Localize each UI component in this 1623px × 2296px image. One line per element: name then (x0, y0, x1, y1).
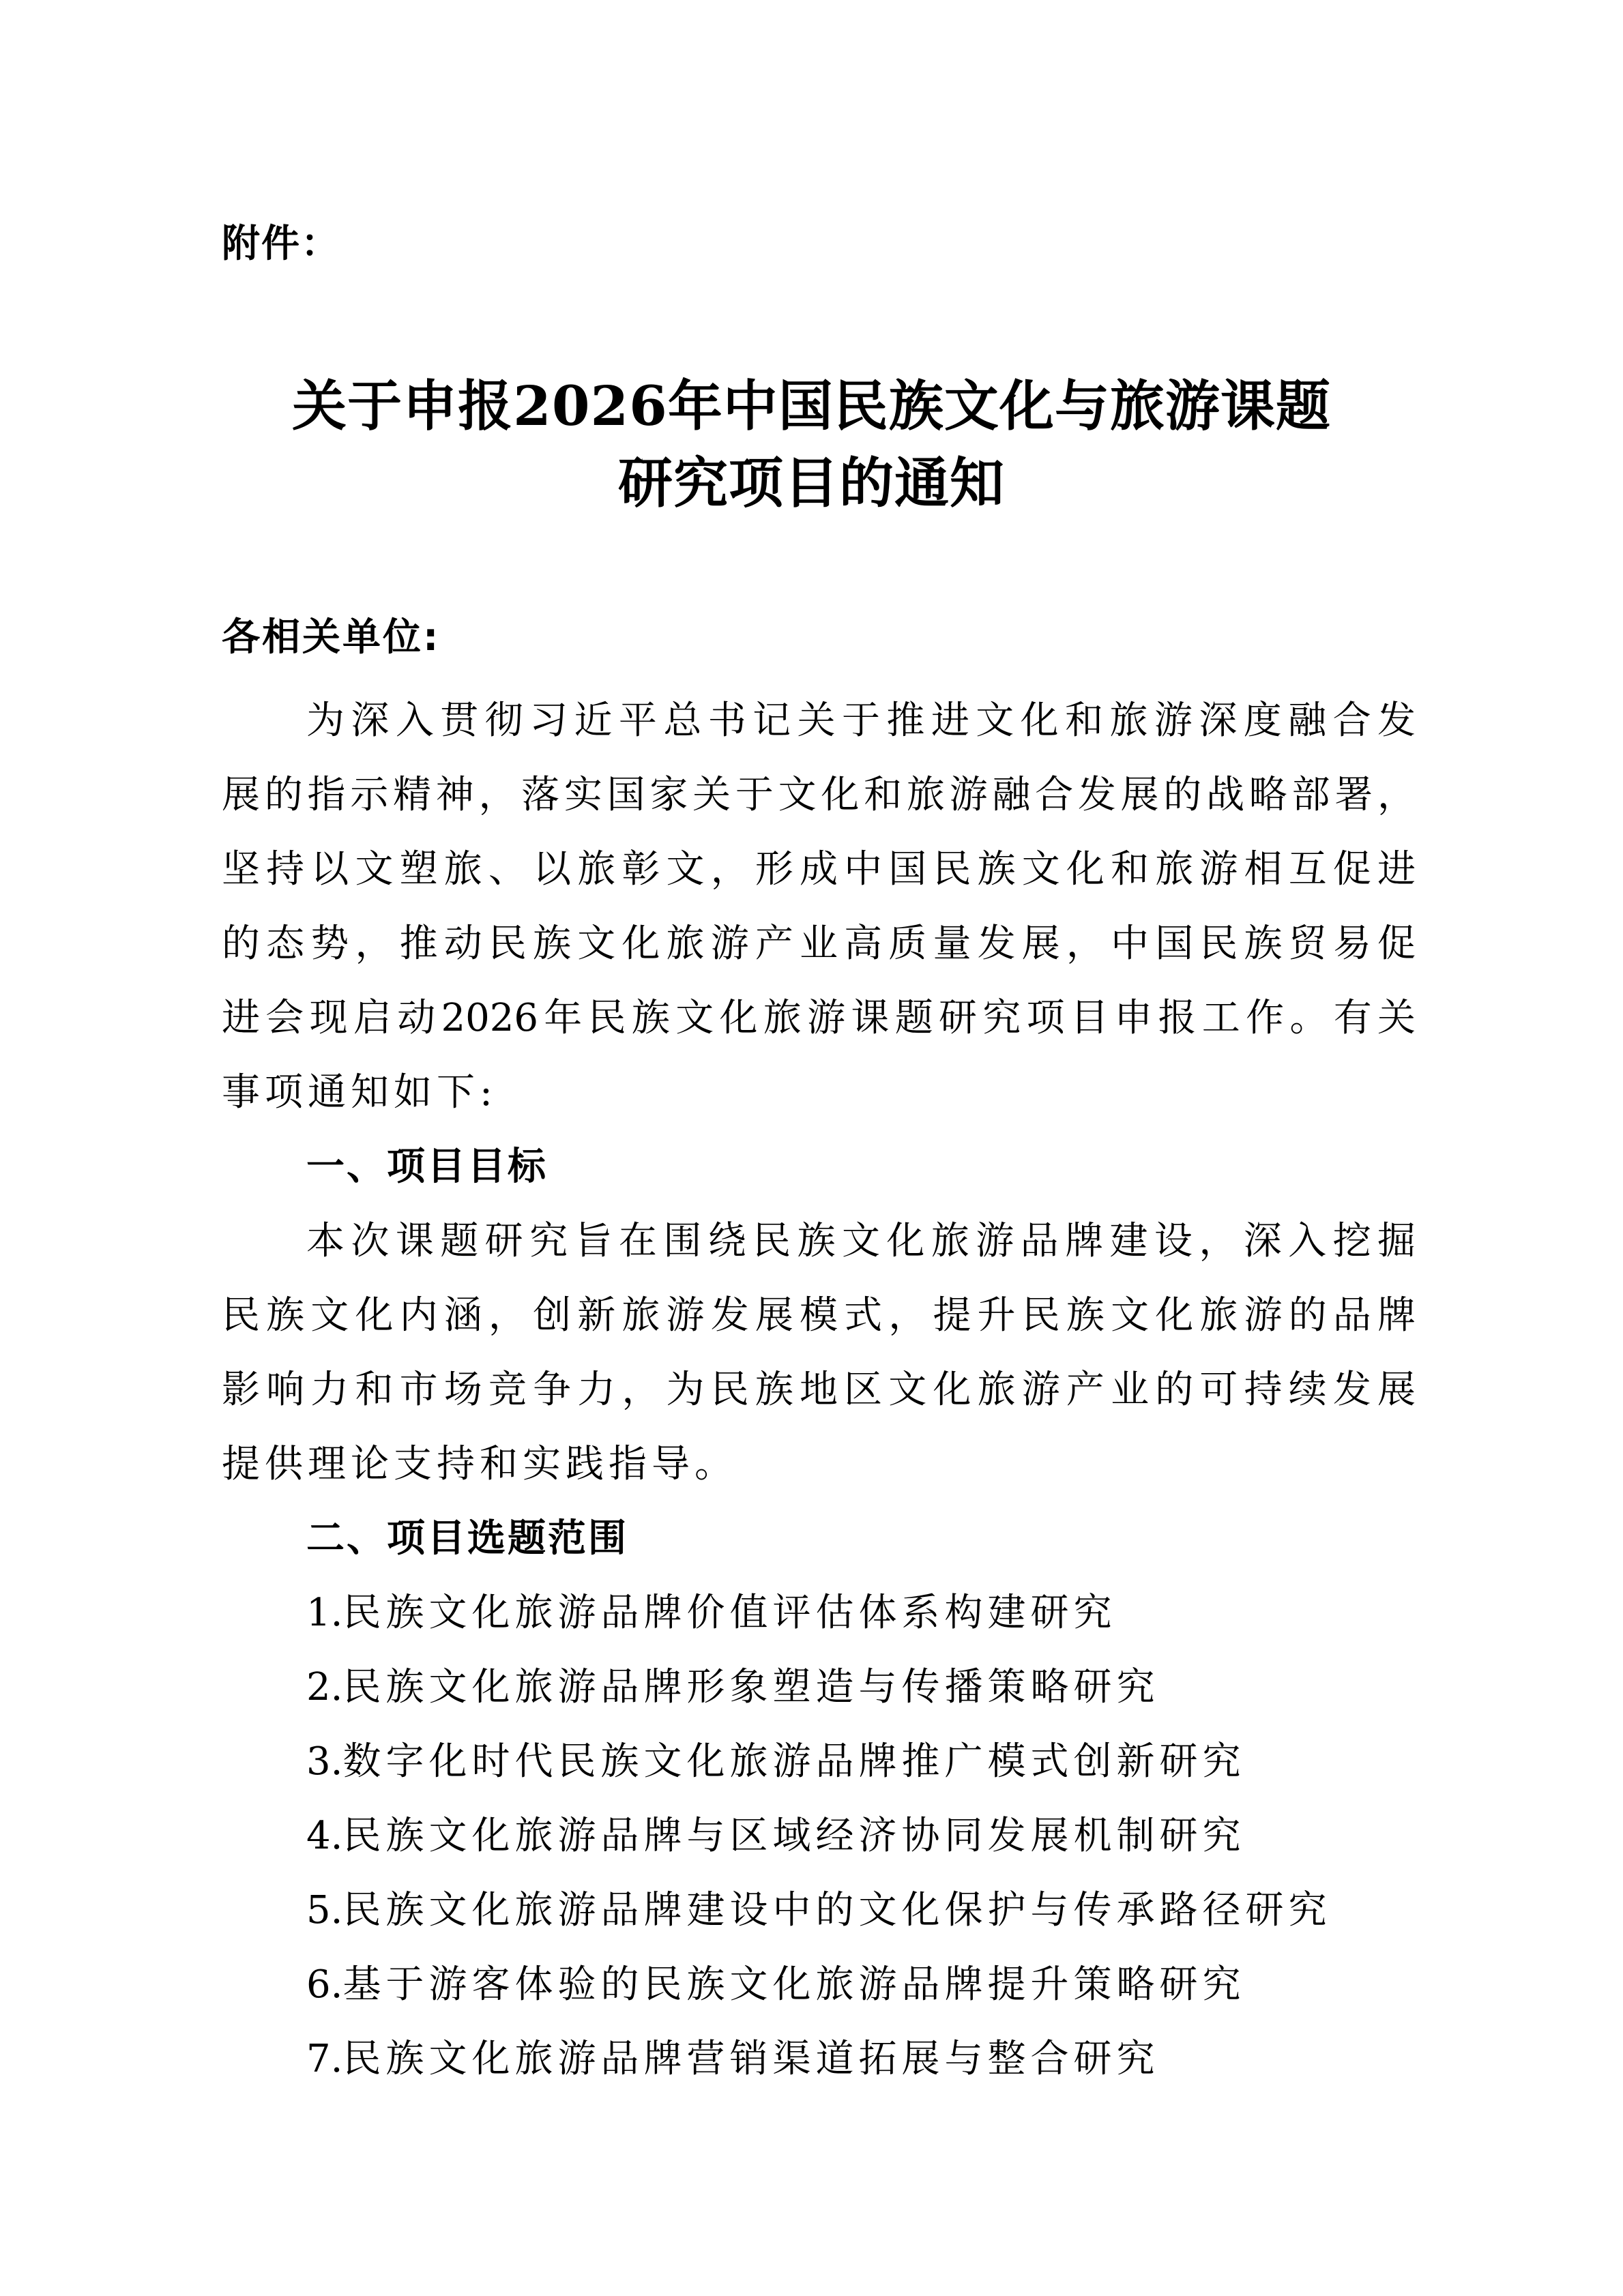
section-heading-topics: 二、项目选题范围 (306, 1516, 628, 1561)
objective-line: 本次课题研究旨在围绕民族文化旅游品牌建设，深入挖掘 (306, 1219, 1416, 1263)
topic-number: 6. (306, 1962, 343, 2007)
objective-line: 民族文化内涵，创新旅游发展模式，提升民族文化旅游的品牌 (222, 1293, 1416, 1338)
topic-item (306, 1735, 1245, 1789)
intro-line: 为深入贯彻习近平总书记关于推进文化和旅游深度融合发 (306, 698, 1416, 743)
topic-number: 7. (306, 2037, 343, 2081)
topic-item (306, 2032, 1159, 2087)
objective-line: 影响力和市场竞争力，为民族地区文化旅游产业的可持续发展 (222, 1368, 1416, 1412)
topic-item (306, 1958, 1245, 2012)
topic-text: 民族文化旅游品牌建设中的文化保护与传承路径研究 (342, 1888, 1332, 1932)
salutation: 各相关单位: (222, 615, 441, 660)
topic-item (306, 1660, 1159, 1715)
topic-item (306, 1883, 1331, 1938)
section-heading-objectives: 一、项目目标 (306, 1145, 548, 1189)
topic-text: 民族文化旅游品牌价值评估体系构建研究 (342, 1591, 1117, 1635)
attachment-label: 附件： (222, 222, 340, 266)
topic-text: 民族文化旅游品牌营销渠道拓展与整合研究 (342, 2037, 1160, 2081)
topic-number: 3. (306, 1739, 343, 1784)
topic-number: 5. (306, 1888, 343, 1932)
topic-item (306, 1586, 1116, 1640)
topic-text: 基于游客体验的民族文化旅游品牌提升策略研究 (342, 1962, 1246, 2007)
intro-line: 展的指示精神，落实国家关于文化和旅游融合发展的战略部署， (222, 773, 1416, 817)
document-title-line-2: 研究项目的通知 (618, 451, 1005, 515)
topic-item (306, 1809, 1245, 1864)
topic-text: 民族文化旅游品牌与区域经济协同发展机制研究 (342, 1814, 1246, 1858)
topic-text: 数字化时代民族文化旅游品牌推广模式创新研究 (342, 1739, 1246, 1784)
intro-line: 的态势，推动民族文化旅游产业高质量发展，中国民族贸易促 (222, 922, 1416, 966)
objective-line: 提供理论支持和实践指导。 (222, 1442, 737, 1486)
intro-line: 进会现启动2026年民族文化旅游课题研究项目申报工作。有关 (222, 996, 1416, 1040)
intro-line: 坚持以文塑旅、以旅彰文，形成中国民族文化和旅游相互促进 (222, 847, 1416, 892)
topic-number: 1. (306, 1591, 343, 1635)
topic-number: 4. (306, 1814, 343, 1858)
topic-text: 民族文化旅游品牌形象塑造与传播策略研究 (342, 1665, 1160, 1709)
document-title-line-1: 关于申报2026年中国民族文化与旅游课题 (292, 374, 1331, 438)
topic-number: 2. (306, 1665, 343, 1709)
intro-line: 事项通知如下: (222, 1070, 497, 1115)
